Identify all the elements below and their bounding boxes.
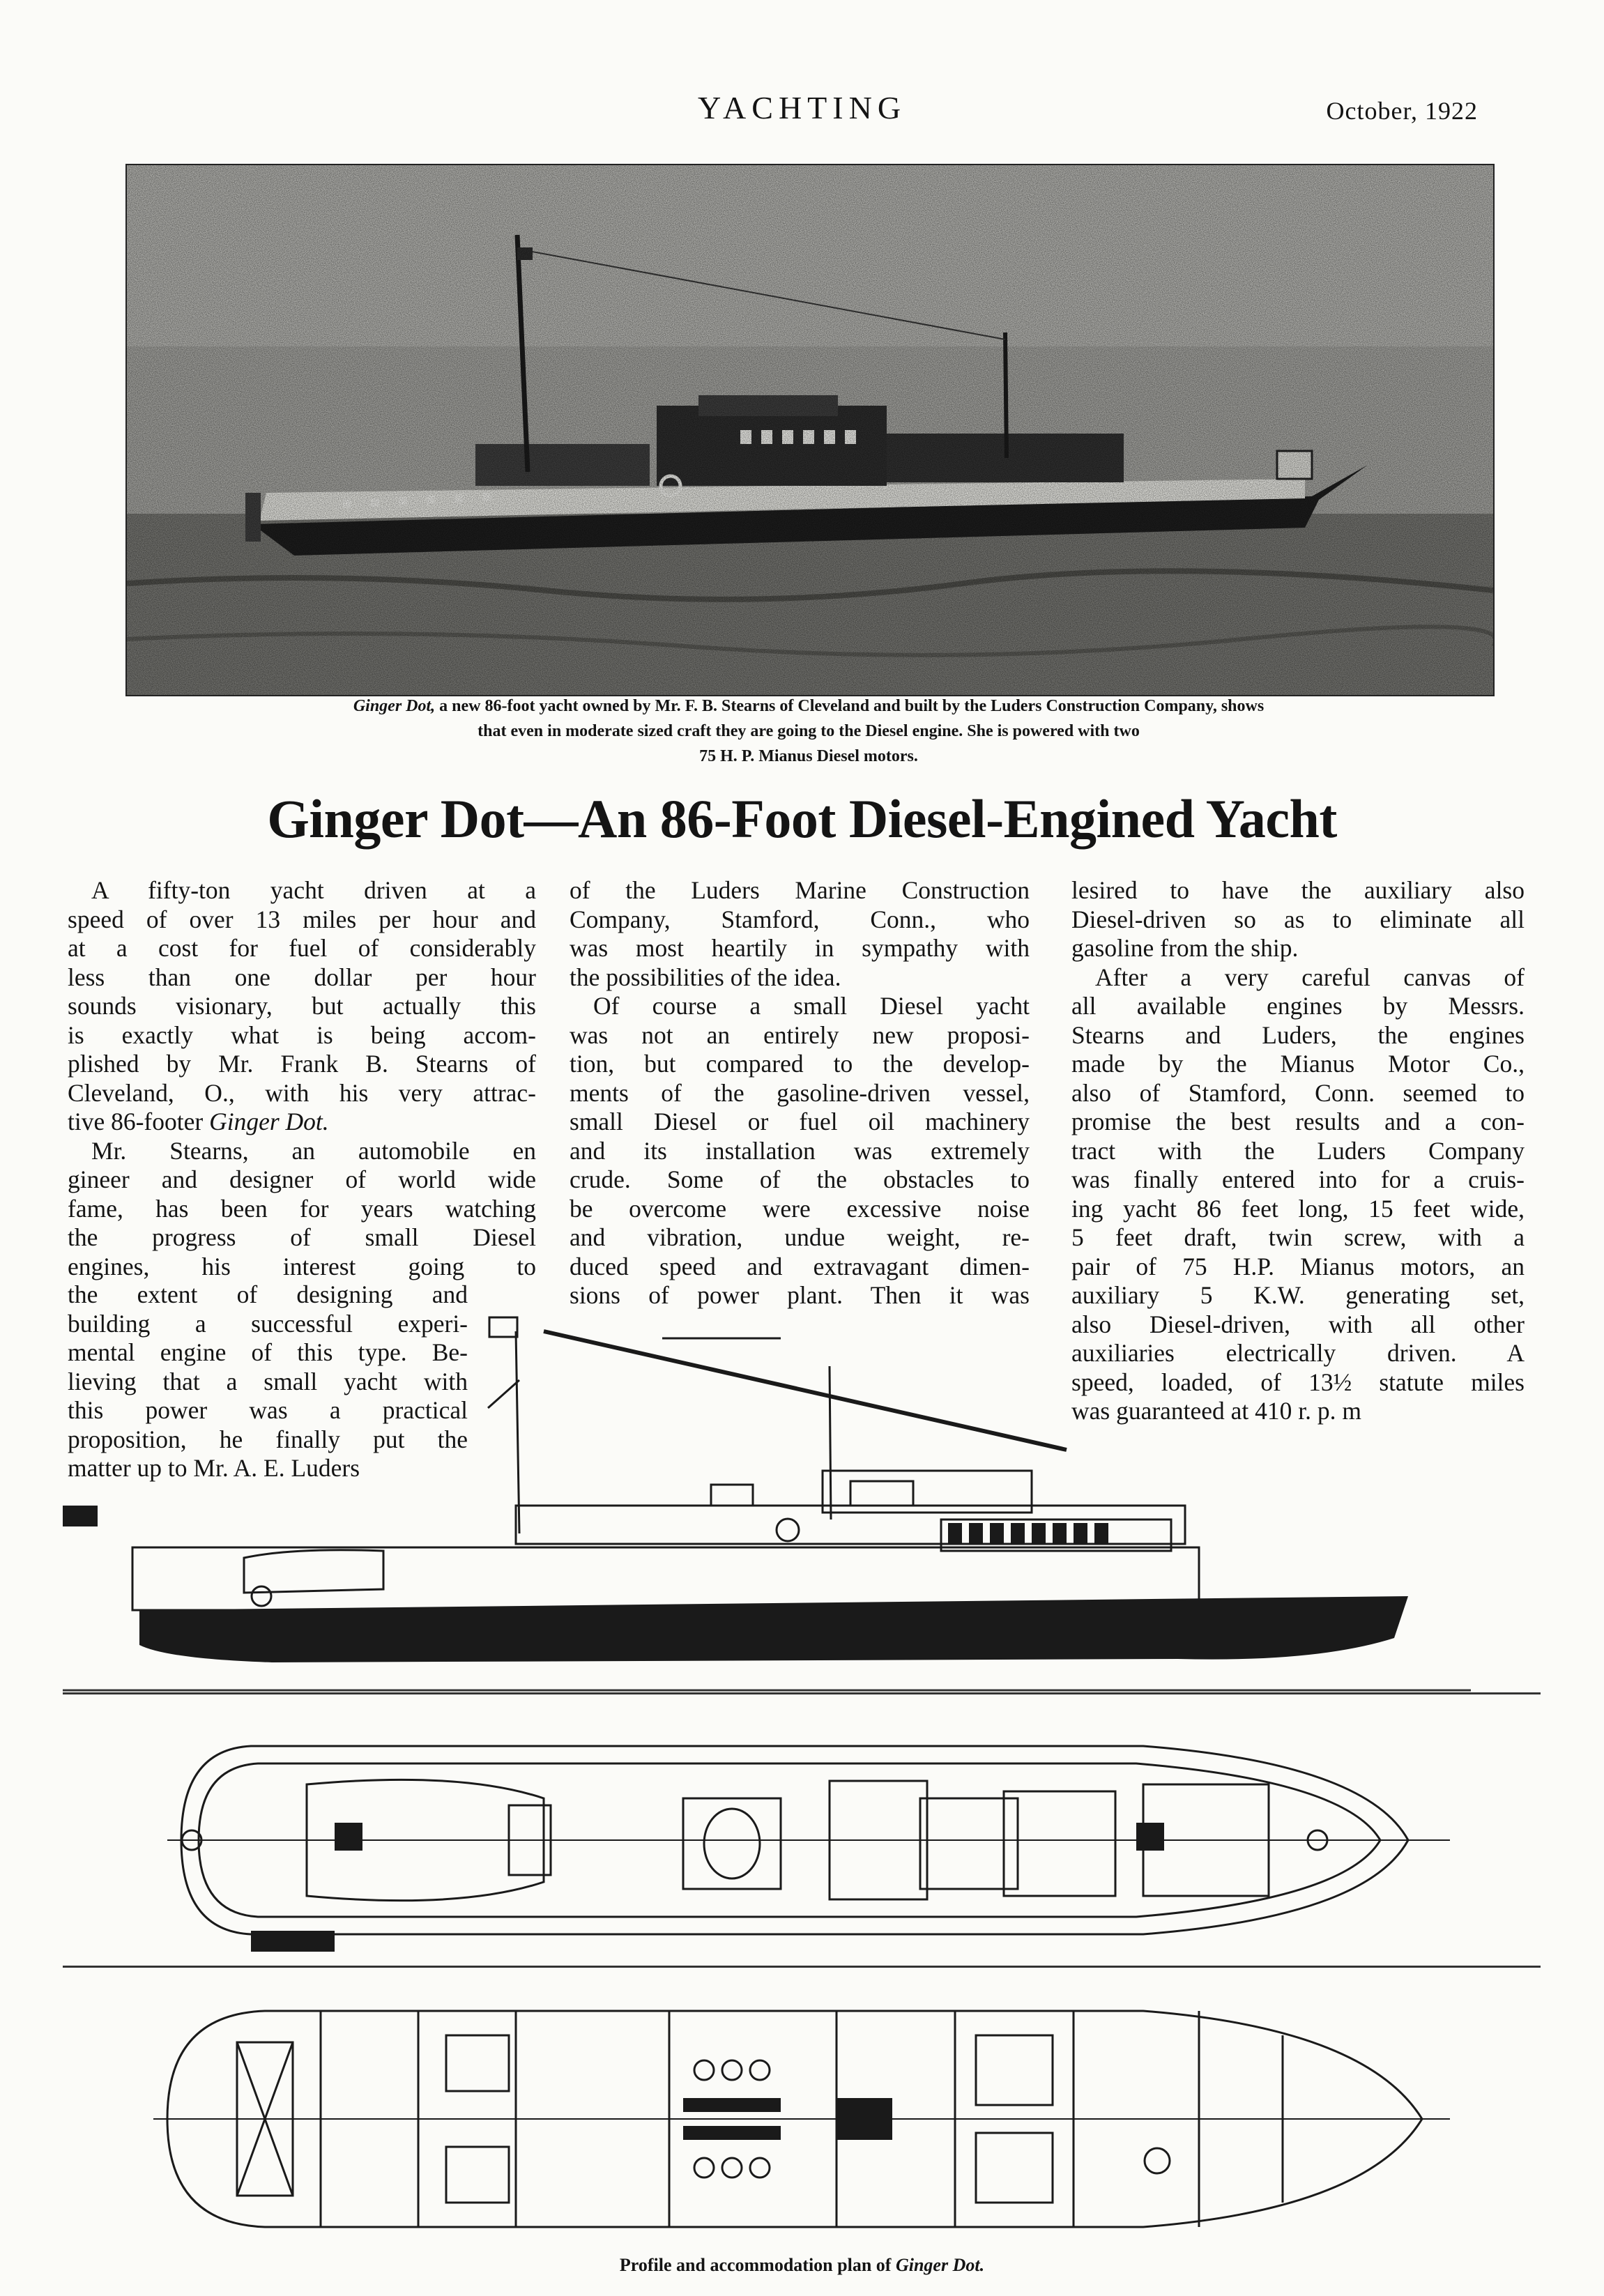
text-line: proposition, he finally put the bbox=[68, 1425, 468, 1453]
text-line: lesired to have the auxiliary also bbox=[1071, 876, 1525, 904]
deck-plan-drawing bbox=[167, 1722, 1450, 1959]
magazine-title: YACHTING bbox=[697, 90, 907, 125]
drawing-divider bbox=[63, 1966, 1541, 1968]
text-line: gasoline from the ship. bbox=[1071, 934, 1299, 962]
text-line: this power was a practical bbox=[68, 1396, 468, 1424]
text-line: is exactly what is being accom- bbox=[68, 1020, 536, 1049]
text-line: A fifty-ton yacht driven at a bbox=[91, 876, 536, 904]
text-line: speed of over 13 miles per hour and bbox=[68, 905, 536, 933]
text-line: engines, his interest going to bbox=[68, 1252, 536, 1280]
text-line: speed, loaded, of 13½ statute miles bbox=[1071, 1368, 1525, 1396]
text-line: Mr. Stearns, an automobile en bbox=[91, 1136, 536, 1165]
text-line: lieving that a small yacht with bbox=[68, 1367, 468, 1395]
accommodation-plan-drawing bbox=[153, 1993, 1450, 2244]
text-line: plished by Mr. Frank B. Stearns of bbox=[68, 1050, 536, 1078]
text-line: at a cost for fuel of considerably bbox=[68, 934, 536, 962]
drawing-divider bbox=[63, 1692, 1541, 1694]
text-line: ments of the gasoline-driven vessel, bbox=[570, 1078, 1030, 1107]
text-line: After a very careful canvas of bbox=[1095, 963, 1525, 991]
text-line: fame, has been for years watching bbox=[68, 1194, 536, 1223]
text-line: tion, but compared to the develop- bbox=[570, 1050, 1030, 1078]
yacht-profile-drawing bbox=[63, 1310, 1471, 1701]
plan-caption-yacht-name: Ginger Dot. bbox=[895, 2255, 985, 2275]
text-line: Cleveland, O., with his very attrac- bbox=[68, 1078, 536, 1107]
text-line: the possibilities of the idea. bbox=[570, 963, 841, 991]
text-line: duced speed and extravagant dimen- bbox=[570, 1252, 1030, 1280]
text-line: auxiliary 5 K.W. generating set, bbox=[1071, 1281, 1525, 1309]
text-line: of the Luders Marine Construction bbox=[570, 876, 1030, 904]
text-line: promise the best results and a con- bbox=[1071, 1108, 1525, 1135]
caption-line-1-text: a new 86-foot yacht owned by Mr. F. B. Stearns of Cleveland and built by the Luders Construction Company, shows bbox=[435, 697, 1265, 715]
text-fragment: tive 86-footer bbox=[68, 1108, 210, 1135]
article-headline: Ginger Dot—An 86-Foot Diesel-Engined Yacht bbox=[267, 788, 1337, 849]
issue-date: October, 1922 bbox=[1326, 97, 1478, 125]
text-line: sions of power plant. Then it was bbox=[570, 1281, 1030, 1309]
caption-yacht-name: Ginger Dot, bbox=[353, 697, 436, 715]
text-line: matter up to Mr. A. E. Luders bbox=[68, 1454, 360, 1482]
text-line: Stearns and Luders, the engines bbox=[1071, 1020, 1525, 1049]
plan-caption-text: Profile and accommodation plan of bbox=[619, 2255, 896, 2275]
text-line: small Diesel or fuel oil machinery bbox=[570, 1108, 1030, 1135]
yacht-photo bbox=[125, 164, 1495, 696]
photo-caption bbox=[132, 694, 1485, 769]
text-line: building a successful experi- bbox=[68, 1309, 468, 1338]
yacht-name: Ginger Dot. bbox=[209, 1108, 329, 1135]
caption-line-3: 75 H. P. Mianus Diesel motors. bbox=[699, 747, 918, 765]
text-line: crude. Some of the obstacles to bbox=[570, 1165, 1030, 1193]
text-line: the progress of small Diesel bbox=[68, 1223, 536, 1251]
text-line: also Diesel-driven, with all other bbox=[1071, 1310, 1525, 1338]
text-line: less than one dollar per hour bbox=[68, 963, 536, 991]
text-line: Of course a small Diesel yacht bbox=[593, 992, 1030, 1020]
text-line: Diesel-driven so as to eliminate all bbox=[1071, 905, 1525, 933]
caption-line-1 bbox=[132, 694, 1485, 719]
text-line: auxiliaries electrically driven. A bbox=[1071, 1339, 1525, 1367]
text-line: tract with the Luders Company bbox=[1071, 1136, 1525, 1165]
text-line: and vibration, undue weight, re- bbox=[570, 1223, 1030, 1251]
plan-caption bbox=[0, 2255, 1604, 2276]
text-line: was most heartily in sympathy with bbox=[570, 934, 1030, 962]
text-line: ing yacht 86 feet long, 15 feet wide, bbox=[1071, 1194, 1525, 1223]
text-line: be overcome were excessive noise bbox=[570, 1194, 1030, 1223]
text-line: and its installation was extremely bbox=[570, 1136, 1030, 1165]
text-line: pair of 75 H.P. Mianus motors, an bbox=[1071, 1252, 1525, 1280]
text-line: also of Stamford, Conn. seemed to bbox=[1071, 1078, 1525, 1107]
text-line: was finally entered into for a cruis- bbox=[1071, 1165, 1525, 1193]
article-column-2 bbox=[570, 876, 1030, 1310]
text-line: Company, Stamford, Conn., who bbox=[570, 905, 1030, 933]
caption-line-2: that even in moderate sized craft they are going to the Diesel engine. She is powered with two bbox=[478, 722, 1140, 740]
text-line: all available engines by Messrs. bbox=[1071, 992, 1525, 1020]
text-line: sounds visionary, but actually this bbox=[68, 992, 536, 1020]
article-column-1 bbox=[68, 876, 536, 1281]
text-line: was guaranteed at 410 r. p. m bbox=[1071, 1397, 1362, 1425]
text-line: was not an entirely new proposi- bbox=[570, 1020, 1030, 1049]
text-line bbox=[68, 1108, 536, 1137]
text-line: the extent of designing and bbox=[68, 1280, 468, 1308]
text-line: gineer and designer of world wide bbox=[68, 1165, 536, 1193]
text-line: made by the Mianus Motor Co., bbox=[1071, 1050, 1525, 1078]
text-line: 5 feet draft, twin screw, with a bbox=[1071, 1223, 1525, 1251]
text-line: mental engine of this type. Be- bbox=[68, 1338, 468, 1366]
